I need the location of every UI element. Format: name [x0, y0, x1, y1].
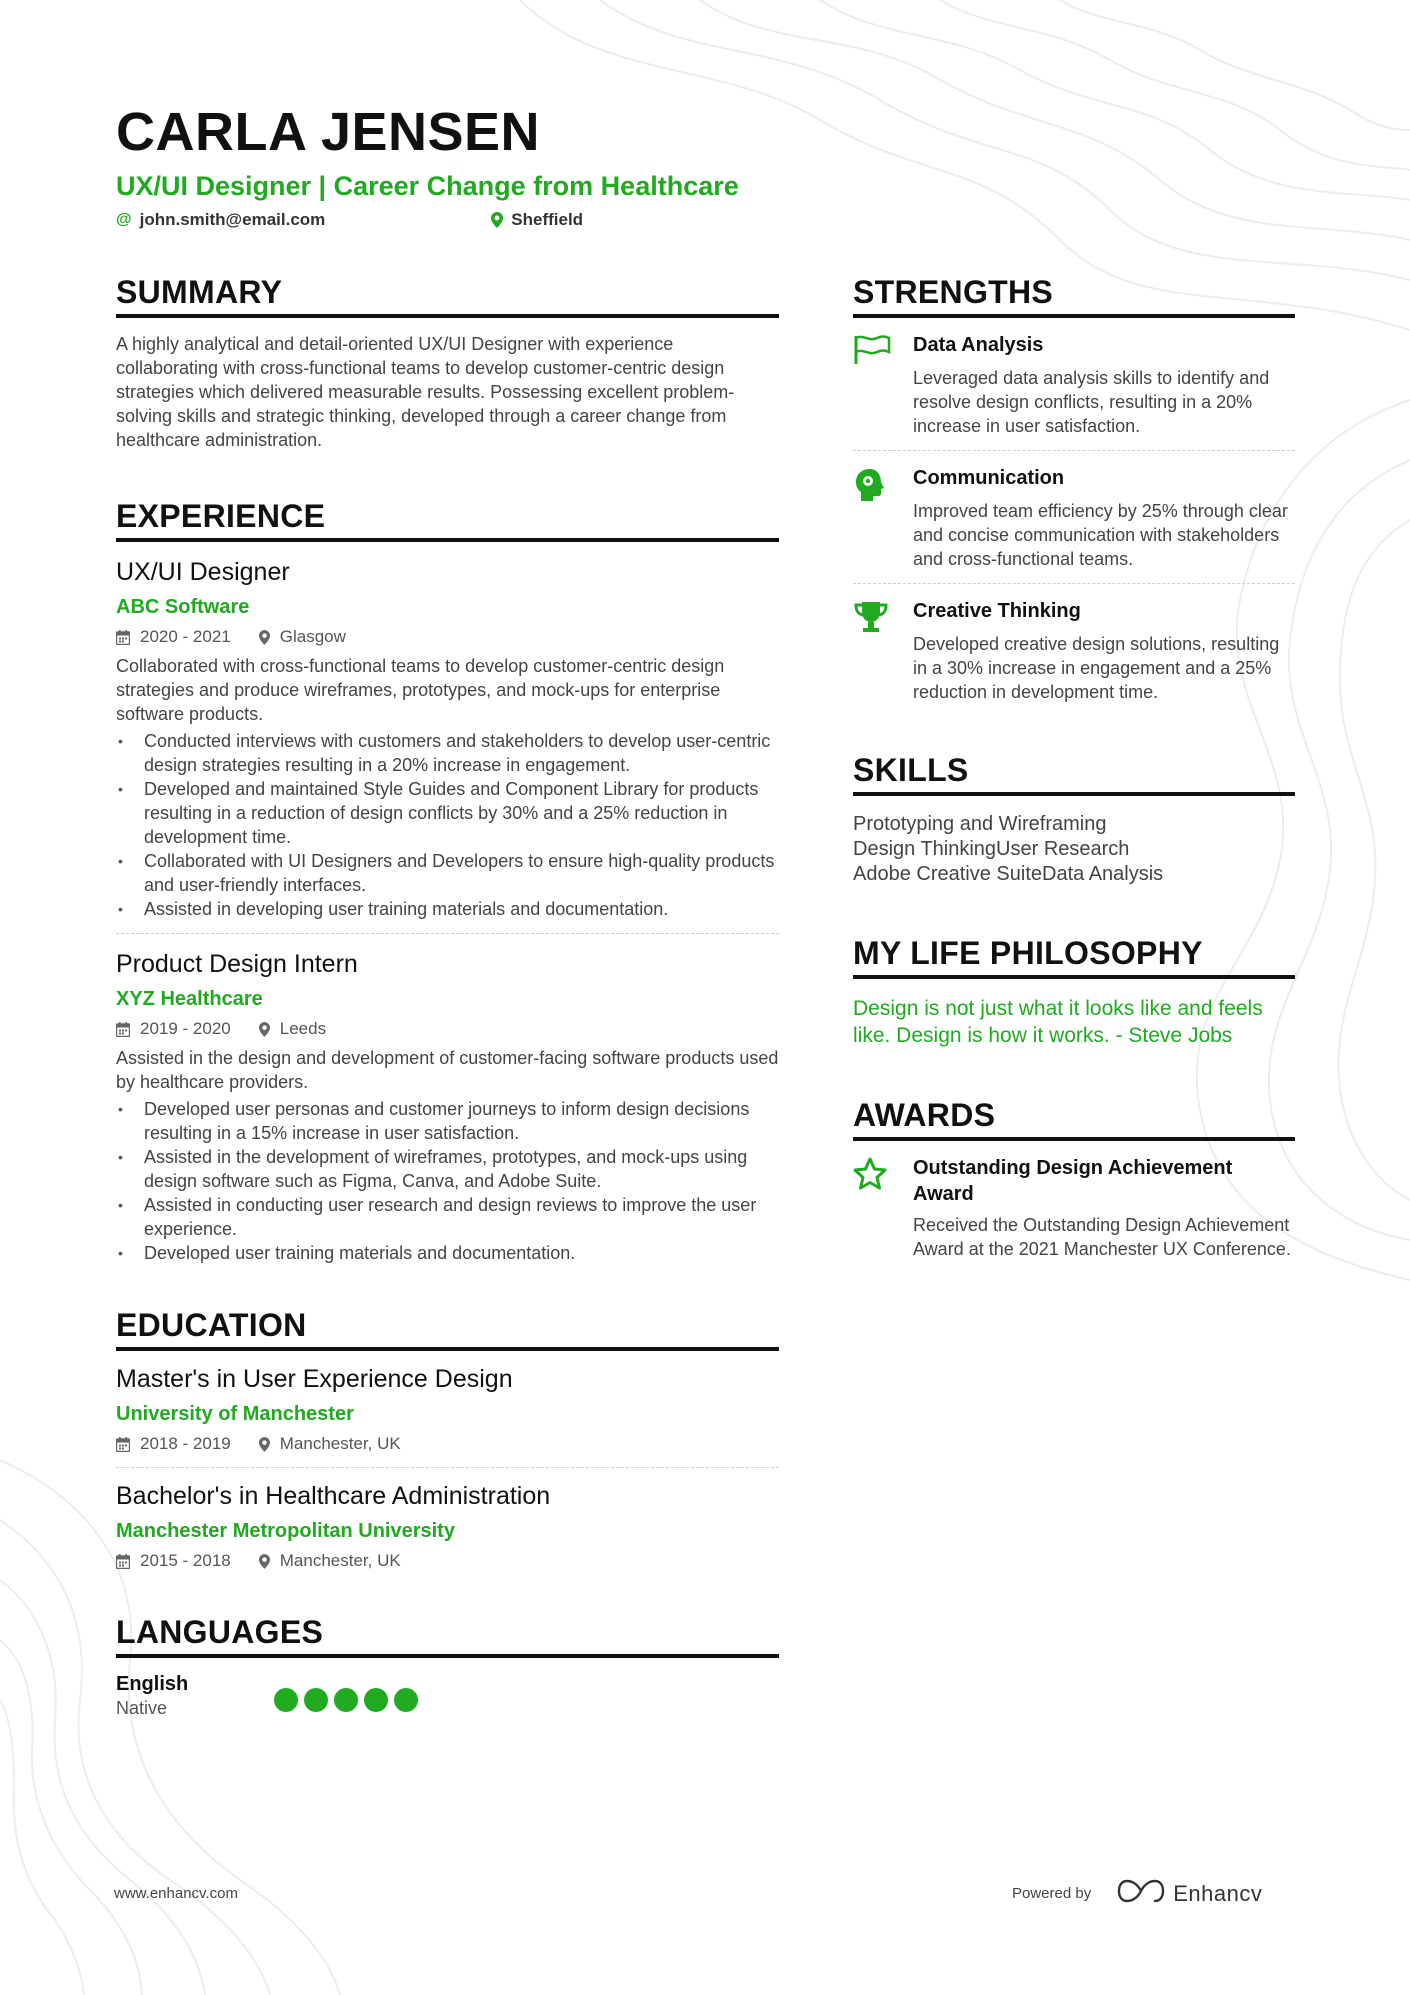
strength-title: Data Analysis	[913, 334, 1044, 356]
experience-heading: EXPERIENCE	[116, 496, 779, 542]
candidate-title: UX/UI Designer | Career Change from Healthcare	[116, 171, 739, 201]
location-item	[491, 210, 583, 230]
item-divider	[853, 583, 1295, 584]
experience-section	[116, 496, 779, 1265]
education-meta	[116, 1550, 779, 1572]
rating-dot	[394, 1688, 418, 1712]
location-pin-icon	[491, 212, 503, 228]
education-dates-item	[116, 1550, 231, 1572]
award-description: Received the Outstanding Design Achievement Award at the 2021 Manchester UX Conference.	[913, 1215, 1291, 1259]
left-column	[116, 272, 779, 1764]
right-column	[853, 272, 1295, 1305]
skills-section	[853, 750, 1295, 887]
strength-body	[913, 332, 1295, 438]
job-company: ABC Software	[116, 596, 250, 618]
awards-section	[853, 1095, 1295, 1261]
job-bullet: • Assisted in developing user training materials and documentation.	[116, 897, 779, 921]
star-icon	[853, 1155, 913, 1261]
experience-item	[116, 556, 779, 934]
strength-body	[913, 598, 1295, 704]
degree-title: Master's in User Experience Design	[116, 1365, 513, 1393]
summary-section	[116, 272, 779, 452]
resume-header	[116, 100, 1016, 230]
language-level: Native	[116, 1698, 168, 1718]
item-divider	[853, 450, 1295, 451]
calendar-icon	[116, 1554, 130, 1569]
job-bullets	[116, 729, 779, 921]
education-dates: 2015 - 2018	[140, 1551, 231, 1570]
job-bullet: • Assisted in conducting user research and design reviews to improve the user experience.	[116, 1193, 779, 1241]
education-section	[116, 1305, 779, 1572]
strength-item	[853, 598, 1295, 704]
summary-heading: SUMMARY	[116, 272, 779, 318]
job-meta	[116, 626, 779, 648]
awards-heading: AWARDS	[853, 1095, 1295, 1141]
education-dates-item	[116, 1433, 231, 1455]
job-location: Leeds	[279, 1019, 327, 1038]
item-divider	[116, 1467, 779, 1468]
job-dates: 2019 - 2020	[140, 1019, 231, 1038]
strength-item	[853, 465, 1295, 571]
strength-item	[853, 332, 1295, 438]
language-labels	[116, 1672, 274, 1720]
brand-name: Enhancv	[1173, 1880, 1263, 1906]
strength-title: Creative Thinking	[913, 600, 1081, 622]
job-role: Product Design Intern	[116, 950, 358, 978]
job-dates-item	[116, 626, 231, 648]
language-name: English	[116, 1673, 189, 1695]
footer-branding	[1012, 1878, 1262, 1909]
trophy-icon	[853, 598, 913, 704]
philosophy-quote: Design is not just what it looks like and feels like. Design is how it works. - Steve Jobs	[853, 997, 1263, 1047]
summary-text: A highly analytical and detail-oriented UX/UI Designer with experience collaborating with cross-functional teams to develop customer-centric design strategies which delivered measurable results. Possessing excellent problem-solving skills and strategic thinking, developed through a career change from healthcare administration.	[116, 334, 735, 450]
education-heading: EDUCATION	[116, 1305, 779, 1351]
brand-logo[interactable]	[1117, 1878, 1262, 1909]
education-location-item	[259, 1433, 401, 1455]
location-pin-icon	[259, 1022, 270, 1037]
calendar-icon	[116, 1437, 130, 1452]
location-text: Sheffield	[511, 210, 584, 229]
at-icon: @	[116, 211, 132, 228]
rating-dot	[334, 1688, 358, 1712]
award-item	[853, 1155, 1295, 1261]
footer-website[interactable]: www.enhancv.com	[114, 1885, 238, 1902]
location-pin-icon	[259, 1437, 270, 1452]
education-location: Manchester, UK	[279, 1434, 401, 1453]
skills-list	[853, 812, 1295, 887]
language-item	[116, 1672, 779, 1720]
infinity-logo-icon	[1117, 1878, 1165, 1909]
job-dates-item	[116, 1018, 231, 1040]
job-location: Glasgow	[279, 627, 346, 646]
job-company: XYZ Healthcare	[116, 988, 263, 1010]
job-bullet: • Developed user personas and customer journeys to inform design decisions resulting in a 15% increase in user satisfaction.	[116, 1097, 779, 1145]
job-role: UX/UI Designer	[116, 558, 290, 586]
skill-line: Adobe Creative SuiteData Analysis	[853, 863, 1164, 885]
location-pin-icon	[259, 630, 270, 645]
job-dates: 2020 - 2021	[140, 627, 231, 646]
candidate-name: CARLA JENSEN	[116, 102, 541, 162]
email-item[interactable]	[116, 210, 325, 230]
education-meta	[116, 1433, 779, 1455]
languages-heading: LANGUAGES	[116, 1612, 779, 1658]
item-divider	[116, 933, 779, 934]
degree-title: Bachelor's in Healthcare Administration	[116, 1482, 551, 1510]
skill-line: Prototyping and Wireframing	[853, 813, 1107, 835]
strengths-heading: STRENGTHS	[853, 272, 1295, 318]
rating-dot	[304, 1688, 328, 1712]
job-bullet: • Collaborated with UI Designers and Developers to ensure high-quality products and user-friendly interfaces.	[116, 849, 779, 897]
award-body	[913, 1155, 1295, 1261]
languages-section	[116, 1612, 779, 1720]
job-bullet: • Conducted interviews with customers and stakeholders to develop user-centric design strategies resulting in a 20% increase in engagement.	[116, 729, 779, 777]
strength-body	[913, 465, 1295, 571]
job-bullets	[116, 1097, 779, 1265]
calendar-icon	[116, 1022, 130, 1037]
school-name: University of Manchester	[116, 1403, 354, 1425]
education-location: Manchester, UK	[279, 1551, 401, 1570]
education-item	[116, 1363, 779, 1468]
job-location-item	[259, 626, 346, 648]
job-description: Assisted in the design and development of customer-facing software products used by healthcare providers.	[116, 1048, 779, 1092]
strength-description: Improved team efficiency by 25% through clear and concise communication with stakeholders and cross-functional teams.	[913, 501, 1288, 569]
calendar-icon	[116, 630, 130, 645]
experience-item	[116, 948, 779, 1265]
contact-info	[116, 210, 1016, 230]
flag-icon	[853, 332, 913, 438]
rating-dot	[364, 1688, 388, 1712]
language-rating	[274, 1680, 424, 1720]
job-bullet: • Developed and maintained Style Guides and Component Library for products resulting in a reduction of design conflicts by 30% and a 25% reduction in development time.	[116, 777, 779, 849]
strengths-section	[853, 272, 1295, 704]
skills-heading: SKILLS	[853, 750, 1295, 796]
powered-by-label: Powered by	[1012, 1885, 1092, 1902]
philosophy-heading: MY LIFE PHILOSOPHY	[853, 933, 1295, 979]
skill-line: Design ThinkingUser Research	[853, 838, 1130, 860]
job-location-item	[259, 1018, 326, 1040]
school-name: Manchester Metropolitan University	[116, 1520, 455, 1542]
job-bullet: • Assisted in the development of wireframes, prototypes, and mock-ups using design software such as Figma, Canva, and Adobe Suite.	[116, 1145, 779, 1193]
job-bullet: • Developed user training materials and documentation.	[116, 1241, 779, 1265]
rating-dot	[274, 1688, 298, 1712]
education-item	[116, 1480, 779, 1572]
education-location-item	[259, 1550, 401, 1572]
award-title: Outstanding Design Achievement Award	[913, 1157, 1233, 1205]
email-text: john.smith@email.com	[139, 210, 326, 229]
head-icon	[853, 465, 913, 571]
job-description: Collaborated with cross-functional teams to develop customer-centric design strategies and produce wireframes, prototypes, and mock-ups for enterprise software products.	[116, 656, 725, 724]
education-dates: 2018 - 2019	[140, 1434, 231, 1453]
location-pin-icon	[259, 1554, 270, 1569]
strength-description: Leveraged data analysis skills to identify and resolve design conflicts, resulting in a 20% increase in user satisfaction.	[913, 368, 1270, 436]
job-meta	[116, 1018, 779, 1040]
philosophy-section	[853, 933, 1295, 1049]
strength-description: Developed creative design solutions, resulting in a 30% increase in engagement and a 25% reduction in development time.	[913, 634, 1280, 702]
strength-title: Communication	[913, 467, 1065, 489]
